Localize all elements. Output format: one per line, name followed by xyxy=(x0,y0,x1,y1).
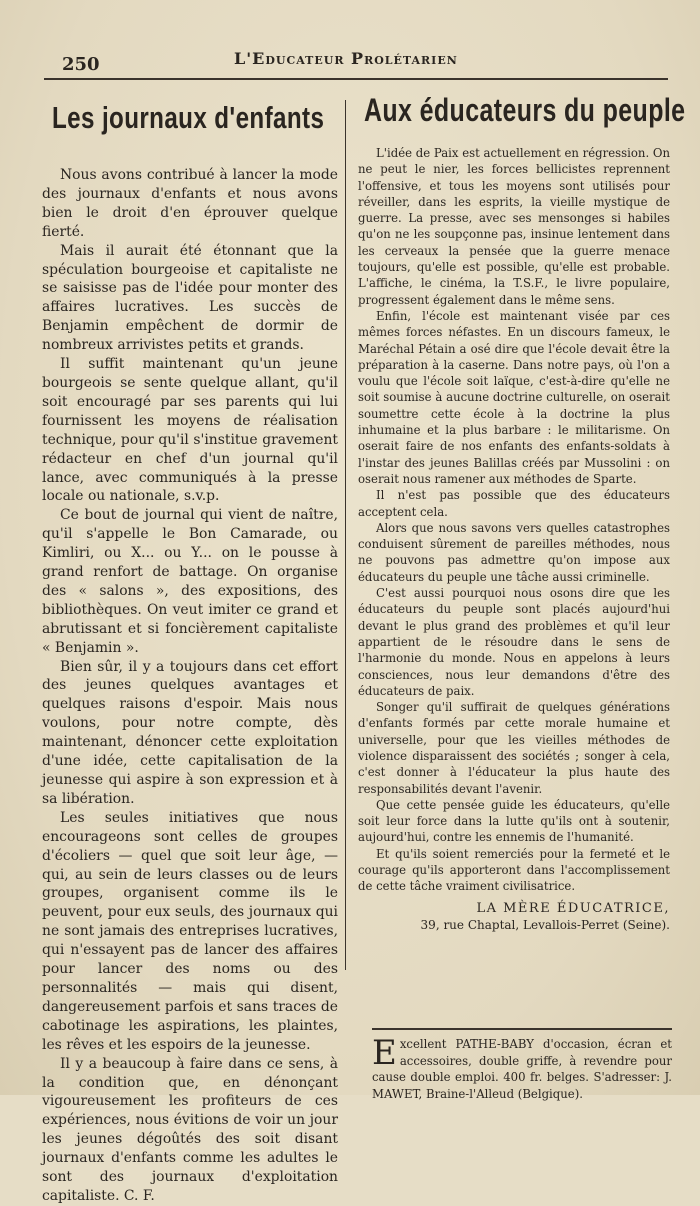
paragraph: C'est aussi pourquoi nous osons dire que les éducateurs du peuple sont placés aujourd'hui devant le plus grand des problèmes et qu'il leur appartient de le résoudre dans le sens de l'harmonie du monde. Nous en appelons à leurs consciences, nous leur demandons d'être des éducateurs de paix. xyxy=(358,586,670,698)
signature-address: 39, rue Chaptal, Levallois-Perret (Seine). xyxy=(420,917,670,932)
paragraph: Ce bout de journal qui vient de naître, qu'il s'appelle le Bon Camarade, ou Kimliri, ou X... ou Y... on le pousse à grand renfort de battage. On organise des « salons », des expositions, des bibliothèques. On veut imiter ce grand et abrutissant et si foncièrement capitaliste « Benjamin ». xyxy=(42,507,338,656)
paragraph: Il n'est pas possible que des éducateurs acceptent cela. xyxy=(358,488,670,519)
article-journaux-enfants xyxy=(42,100,338,1206)
paragraph: Que cette pensée guide les éducateurs, qu'elle soit leur force dans la lutte qu'ils ont à soutenir, aujourd'hui, contre les ennemis de l'humanité. xyxy=(358,797,670,845)
paragraph: Nous avons contribué à lancer la mode des journaux d'enfants et nous avons bien le droit d'en éprouver quelque fierté. xyxy=(42,167,338,240)
paragraph: Bien sûr, il y a toujours dans cet effort des jeunes quelques avantages et quelques raisons d'espoir. Mais nous voulons, pour notre compte, dès maintenant, dénoncer cette exploitation d'une idée, cette capitalisation de la jeunesse qui aspire à son expression et à sa libération. xyxy=(42,658,338,807)
ad-text: xcellent PATHE-BABY d'occasion, écran et accessoires, double griffe, à revendre pour cause double emploi. 400 fr. belges. S'adresser: J. MAWET, Braine-l'Alleud (Belgique). xyxy=(372,1037,672,1101)
signature-name: LA MÈRE ÉDUCATRICE, xyxy=(476,900,670,916)
paragraph: Il y a beaucoup à faire dans ce sens, à la condition que, en dénonçant vigoureusement les profiteurs de ces expériences, nous évitions de voir un jour les jeunes dégoûtés des soit disant journaux d'enfants comme les adultes le sont des journaux d'exploitation capitaliste. C. F. xyxy=(42,1055,338,1204)
article-title: Les journaux d'enfants xyxy=(52,100,325,135)
paragraph: Alors que nous savons vers quelles catastrophes conduisent sûrement de pareilles méthodes, nous ne pouvons pas admettre qu'on impose aux éducateurs du peuple une tâche aussi criminelle. xyxy=(358,520,670,584)
paragraph: Enfin, l'école est maintenant visée par ces mêmes forces néfastes. En un discours fameux, le Maréchal Pétain a osé dire que l'école devait être la préparation à la caserne. Dans notre pays, où l'on a voulu que l'école soit laïque, c'est-à-dire qu'elle ne soit soumise à aucune doctrine culturelle, on oserait soumettre cette école à la doctrine la plus inhumaine et la plus barbare : le militarisme. On oserait faire de nos enfants des enfants-soldats à l'instar des jeunes Balillas créés par Mussolini : on oserait nous ramener aux méthodes de Sparte. xyxy=(358,308,670,486)
journal-title: L'Educateur Prolétarien xyxy=(234,49,458,68)
paragraph: Mais il aurait été étonnant que la spéculation bourgeoise et capitaliste ne se saisisse pas de l'idée pour monter des affaires lucratives. Les succès de Benjamin empêchent de dormir de nombreux arrivistes petits et grands. xyxy=(42,242,338,354)
paragraph: Et qu'ils soient remerciés pour la fermeté et le courage qu'ils apporteront dans l'accomplissement de cette tâche vraiment civilisatrice. xyxy=(358,846,670,894)
paragraph: L'idée de Paix est actuellement en régression. On ne peut le nier, les forces bellicistes reprennent l'offensive, et tous les moyens sont utilisés pour réveiller, dans les esprits, la vieille mystique de guerre. La presse, avec ses mensonges si habiles qu'on ne les soupçonne pas, insinue lentement dans les cerveaux la pensée que la guerre menace toujours, qu'elle est possible, qu'elle est probable. L'affiche, le cinéma, la T.S.F., le livre populaire, progressent également dans le même sens. xyxy=(358,146,671,307)
page-number: 250 xyxy=(62,54,100,75)
ad-initial: E xyxy=(372,1033,397,1073)
page-header xyxy=(44,44,668,80)
article-title: Aux éducateurs du peuple xyxy=(364,92,686,128)
article-body xyxy=(42,166,338,1206)
classified-ad xyxy=(372,1028,672,1102)
paragraph: Songer qu'il suffirait de quelques générations d'enfants formés par cette morale humaine et universelle, pour que les vieilles méthodes de violence disparaissent des sociétés ; songer à cela, c'est donner à l'éducateur la plus haute des responsabilités devant l'avenir. xyxy=(358,700,670,796)
article-educateurs-peuple xyxy=(358,92,686,933)
article-signature xyxy=(358,901,670,934)
paragraph: Il suffit maintenant qu'un jeune bourgeois se sente quelque allant, qu'il soit encouragé par ses parents qui lui fournissent les moyens de réalisation technique, pour qu'il s'institue gravement rédacteur en chef d'un journal qu'il lance, avec communiqués à la presse locale ou nationale, s.v.p. xyxy=(42,356,338,505)
paragraph: Les seules initiatives que nous encourageons sont celles de groupes d'écoliers — quel que soit leur âge, — qui, au sein de leurs classes ou de leurs groupes, organisent comme ils le peuvent, pour eux seuls, des journaux qui ne sont jamais des entreprises lucratives, qui n'essayent pas de lancer des affaires pour lancer des noms ou des personnalités — mais qui disent, dangereusement parfois et sans traces de cabotinage les aspirations, les plaintes, les rêves et les espoirs de la jeunesse. xyxy=(42,809,338,1053)
article-body xyxy=(358,145,670,933)
column-divider xyxy=(345,100,346,970)
